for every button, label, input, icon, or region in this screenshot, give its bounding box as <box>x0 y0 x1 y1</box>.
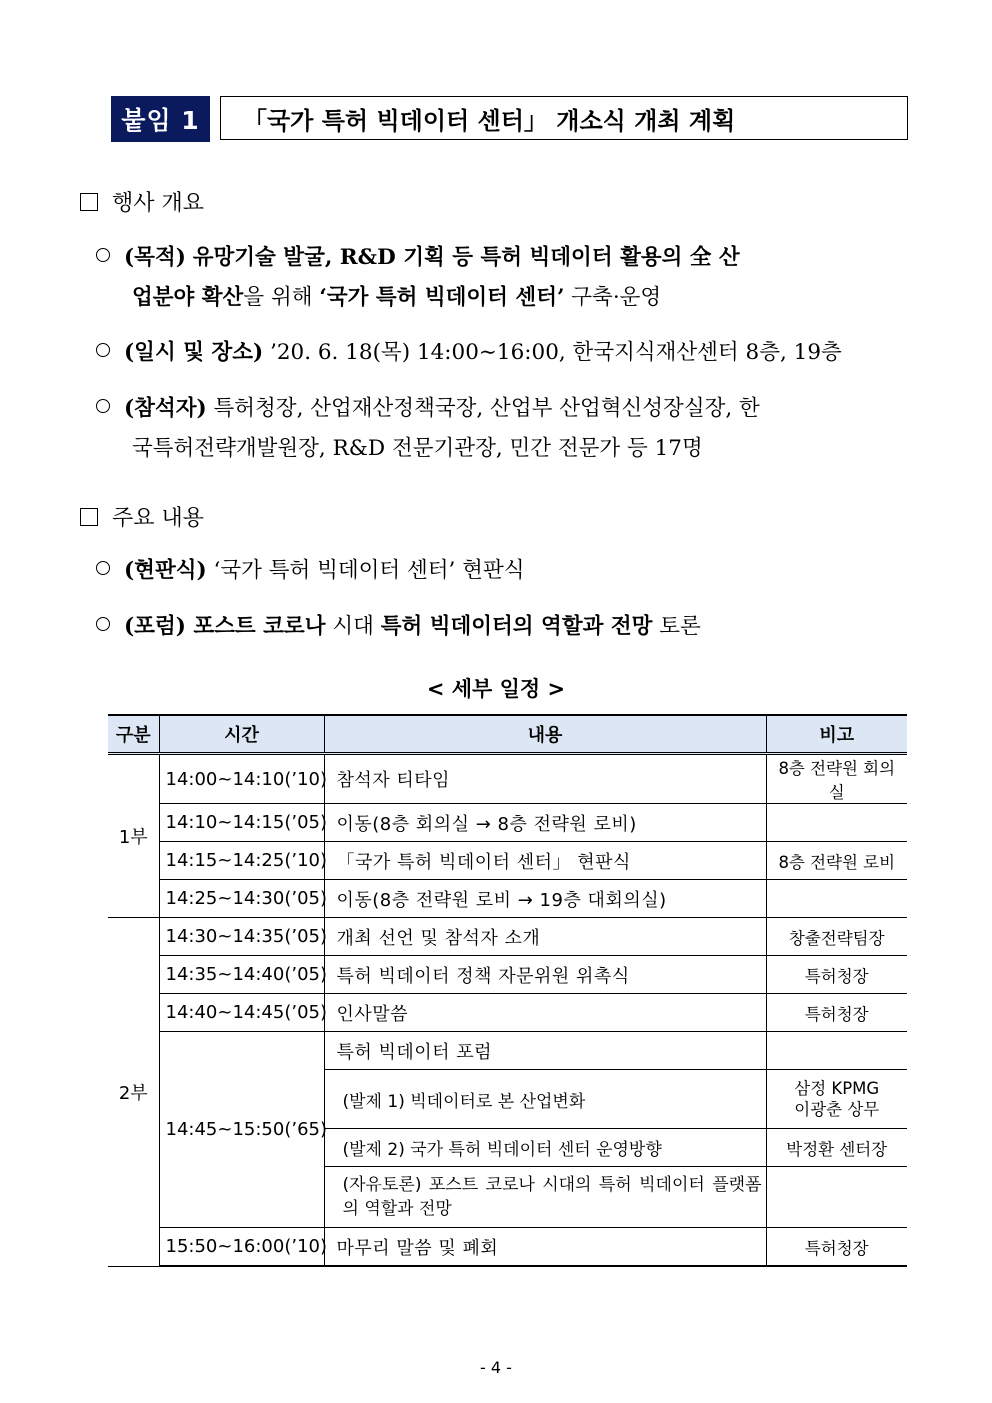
overview-item-attendees: (참석자) 특허청장, 산업재산정책국장, 산업부 산업혁신성장실장, 한 국특허전략개발원장, R&D 전문기관장, 민간 전문가 등 17명 <box>96 389 911 469</box>
time-cell: 14:40~14:45(’05) <box>159 994 324 1032</box>
table-row <box>108 880 907 918</box>
part-label: 2부 <box>108 918 159 1267</box>
note-cell <box>766 880 907 918</box>
content-cell: 특허 빅데이터 정책 자문위원 위촉식 <box>324 956 766 994</box>
table-row <box>108 842 907 880</box>
table-row <box>108 956 907 994</box>
note-cell: 특허청장 <box>766 1228 907 1267</box>
time-cell: 14:30~14:35(’05) <box>159 918 324 956</box>
note-cell <box>766 1032 907 1070</box>
header-division: 구분 <box>108 715 159 754</box>
table-header-row <box>108 715 907 754</box>
table-row <box>108 1228 907 1267</box>
time-cell: 14:00~14:10(’10) <box>159 754 324 804</box>
content-cell: 이동(8층 회의실 → 8층 전략원 로비) <box>324 804 766 842</box>
header-note: 비고 <box>766 715 907 754</box>
content-cell: (발제 1) 빅데이터로 본 산업변화 <box>324 1070 766 1129</box>
note-cell: 삼정 KPMG 이광춘 상무 <box>766 1070 907 1129</box>
note-cell: 특허청장 <box>766 994 907 1032</box>
circle-bullet-icon <box>96 399 110 413</box>
table-row-forum-title <box>108 1032 907 1070</box>
note-cell: 창출전략팀장 <box>766 918 907 956</box>
content-cell: (발제 2) 국가 특허 빅데이터 센터 운영방향 <box>324 1129 766 1167</box>
checkbox-square-icon <box>80 508 98 526</box>
circle-bullet-icon <box>96 343 110 357</box>
header-time: 시간 <box>159 715 324 754</box>
schedule-caption: < 세부 일정 > <box>426 677 566 701</box>
table-row <box>108 754 907 804</box>
overview-item-purpose: (목적) 유망기술 발굴, R&D 기획 등 특허 빅데이터 활용의 全 산 업분야 확산을 위해 ‘국가 특허 빅데이터 센터’ 구축·운영 <box>96 238 911 318</box>
time-cell: 14:45~15:50(’65) <box>159 1032 324 1228</box>
note-cell: 박정환 센터장 <box>766 1129 907 1167</box>
note-cell: 특허청장 <box>766 956 907 994</box>
note-cell: 8층 전략원 로비 <box>766 842 907 880</box>
note-cell: 8층 전략원 회의실 <box>766 754 907 804</box>
note-cell <box>766 804 907 842</box>
checkbox-square-icon <box>80 193 98 211</box>
time-cell: 14:15~14:25(’10) <box>159 842 324 880</box>
table-row <box>108 804 907 842</box>
time-cell: 14:10~14:15(’05) <box>159 804 324 842</box>
content-cell: (자유토론) 포스트 코로나 시대의 특허 빅데이터 플랫폼의 역할과 전망 <box>324 1167 766 1228</box>
section-heading-overview: 행사 개요 <box>80 186 204 217</box>
document-title: 「국가 특허 빅데이터 센터」 개소식 개최 계획 <box>220 96 908 140</box>
attachment-badge: 붙임 1 <box>111 96 210 142</box>
circle-bullet-icon <box>96 617 110 631</box>
overview-item-datetime: (일시 및 장소) ’20. 6. 18(목) 14:00∼16:00, 한국지식재산센터 8층, 19층 <box>96 333 911 373</box>
content-item-plaque: (현판식) ‘국가 특허 빅데이터 센터’ 현판식 <box>96 551 911 591</box>
time-cell: 14:25~14:30(’05) <box>159 880 324 918</box>
part-label: 1부 <box>108 754 159 918</box>
time-cell: 15:50~16:00(’10) <box>159 1228 324 1267</box>
time-cell: 14:35~14:40(’05) <box>159 956 324 994</box>
content-cell: 이동(8층 전략원 로비 → 19층 대회의실) <box>324 880 766 918</box>
content-cell: 인사말씀 <box>324 994 766 1032</box>
section-heading-main-content: 주요 내용 <box>80 501 204 532</box>
header-content: 내용 <box>324 715 766 754</box>
circle-bullet-icon <box>96 248 110 262</box>
circle-bullet-icon <box>96 561 110 575</box>
table-row <box>108 918 907 956</box>
content-cell: 마무리 말씀 및 폐회 <box>324 1228 766 1267</box>
page-number: - 4 - <box>480 1358 512 1377</box>
note-cell <box>766 1167 907 1228</box>
content-item-forum: (포럼) 포스트 코로나 시대 특허 빅데이터의 역할과 전망 토론 <box>96 607 911 647</box>
schedule-table <box>108 714 907 1267</box>
content-cell: 개최 선언 및 참석자 소개 <box>324 918 766 956</box>
table-row <box>108 994 907 1032</box>
content-cell: 특허 빅데이터 포럼 <box>324 1032 766 1070</box>
content-cell: 「국가 특허 빅데이터 센터」 현판식 <box>324 842 766 880</box>
content-cell: 참석자 티타임 <box>324 754 766 804</box>
